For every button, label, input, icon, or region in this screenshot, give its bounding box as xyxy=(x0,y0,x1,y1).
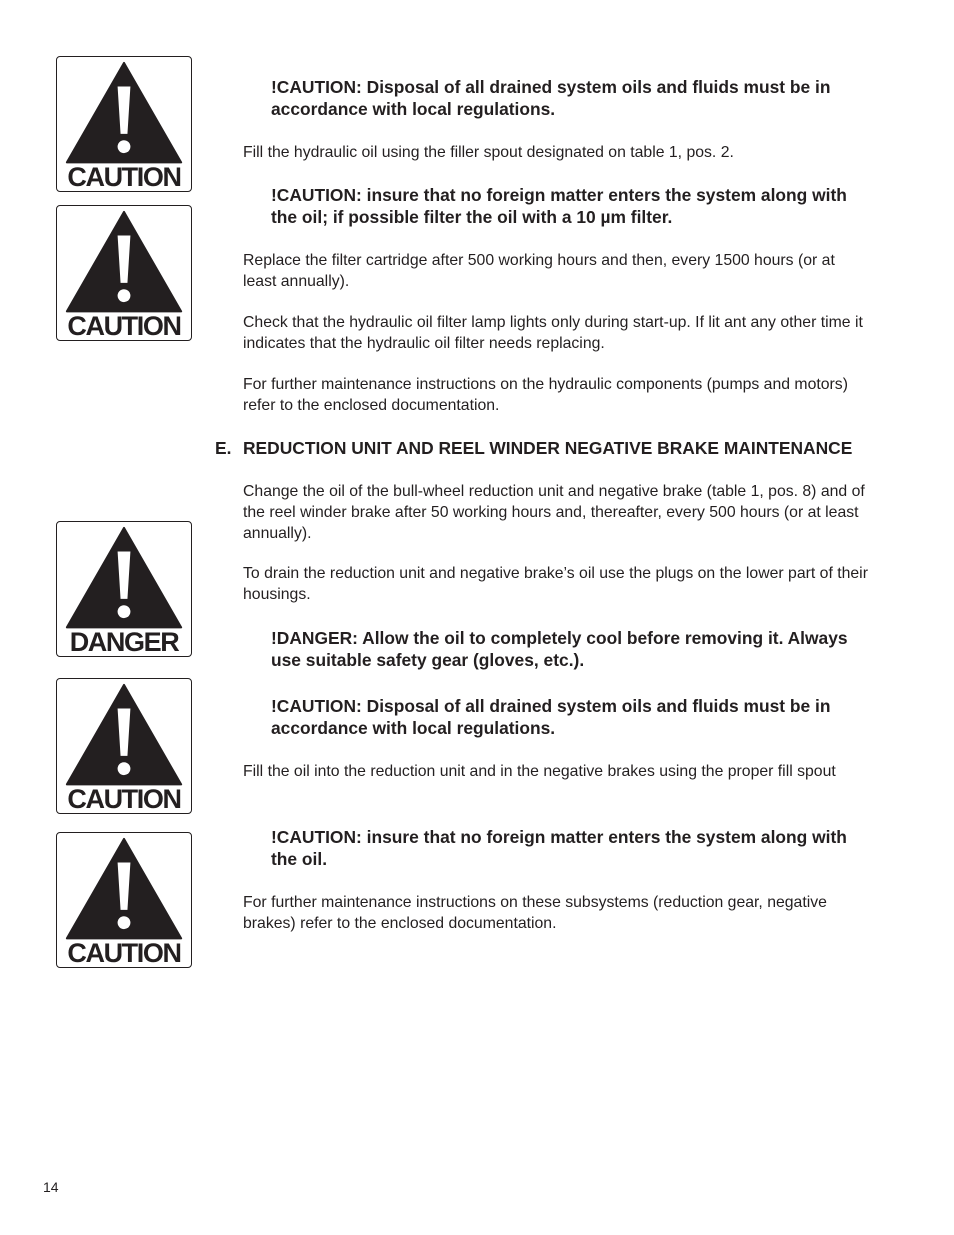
section-heading-e xyxy=(215,437,855,459)
subsystems-docs-text: For further maintenance instructions on these subsystems (reduction gear, negative brakes) refer to the enclosed documentation. xyxy=(243,894,827,932)
sign-label: CAUTION xyxy=(67,784,181,814)
sign-label: DANGER xyxy=(69,627,179,657)
caution-foreign-matter-warning: !CAUTION: insure that no foreign matter enters the system along with the oil; if possible filter the oil with a 10 µm filter. xyxy=(271,185,847,227)
caution-sign xyxy=(56,678,192,814)
caution-disposal-warning: !CAUTION: Disposal of all drained system oils and fluids must be in accordance with local regulations. xyxy=(271,77,831,119)
filter-cartridge-text: Replace the filter cartridge after 500 working hours and then, every 1500 hours (or at least annually). xyxy=(243,252,835,290)
sign-label: CAUTION xyxy=(67,311,181,341)
danger-sign xyxy=(56,521,192,657)
hydraulic-docs-text: For further maintenance instructions on the hydraulic components (pumps and motors) refer to the enclosed documentation. xyxy=(243,376,848,414)
sign-label: CAUTION xyxy=(67,162,181,192)
fill-hydraulic-oil-text: Fill the hydraulic oil using the filler spout designated on table 1, pos. 2. xyxy=(243,144,734,161)
caution-sign xyxy=(56,832,192,968)
drain-oil-text: To drain the reduction unit and negative brake’s oil use the plugs on the lower part of their housings. xyxy=(243,565,868,603)
sign-label: CAUTION xyxy=(67,938,181,968)
caution-sign xyxy=(56,205,192,341)
section-label: E. xyxy=(215,438,232,458)
change-oil-text: Change the oil of the bull-wheel reduction unit and negative brake (table 1, pos. 8) and of the reel winder brake after 50 working hours and, thereafter, every 500 hours (or at least annually). xyxy=(243,483,865,542)
caution-disposal-warning-2: !CAUTION: Disposal of all drained system oils and fluids must be in accordance with local regulations. xyxy=(271,696,831,738)
caution-foreign-matter-warning-2: !CAUTION: insure that no foreign matter enters the system along with the oil. xyxy=(271,827,847,869)
page-number: 14 xyxy=(43,1179,59,1195)
danger-cool-oil-warning: !DANGER: Allow the oil to completely cool before removing it. Always use suitable safety gear (gloves, etc.). xyxy=(271,628,848,670)
section-title: REDUCTION UNIT AND REEL WINDER NEGATIVE BRAKE MAINTENANCE xyxy=(243,438,853,458)
fill-reduction-oil-text: Fill the oil into the reduction unit and in the negative brakes using the proper fill spout xyxy=(243,763,836,780)
caution-sign xyxy=(56,56,192,192)
filter-lamp-text: Check that the hydraulic oil filter lamp lights only during start-up. If lit ant any other time it indicates that the hydraulic oil filter needs replacing. xyxy=(243,314,863,352)
